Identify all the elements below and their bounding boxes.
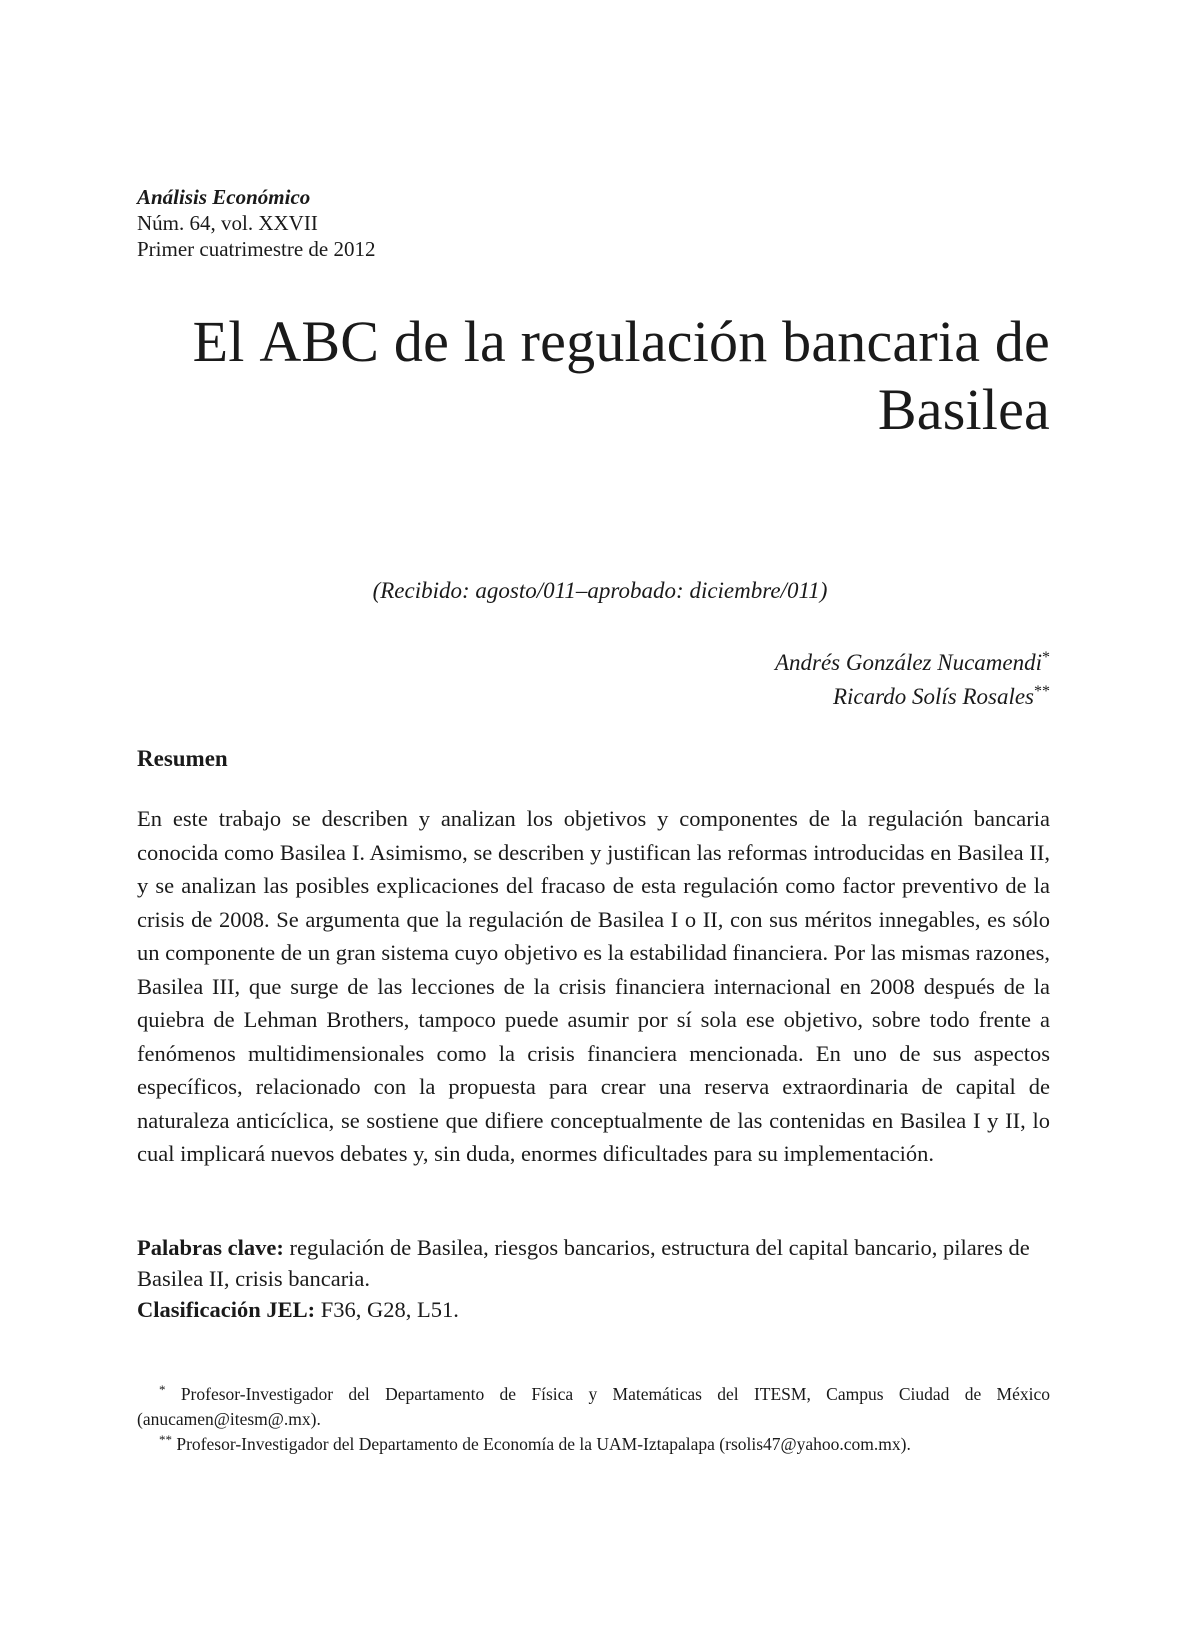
author-1-name: Andrés González Nucamendi [774,650,1042,675]
article-title [150,308,1050,444]
abstract-seg-7: y [980,1107,1006,1133]
abstract-roman-4: II [702,906,718,932]
footnotes [137,1382,1050,1457]
abstract-seg-4: o [678,906,703,932]
keywords-text-2: , crisis bancaria. [223,1266,371,1291]
abstract-heading: Resumen [137,746,228,771]
journal-name: Análisis Económico [137,185,311,209]
title-line2: Basilea [877,377,1050,442]
abstract-roman-3: I [670,906,679,932]
keywords-roman: II [208,1266,224,1291]
abstract-roman-6: I [972,1107,981,1133]
abstract-seg-2: . Asimismo, se describen y justifican las reformas introducidas en Basilea [359,839,1030,865]
abstract-roman-7: II [1005,1107,1021,1133]
footnote-1-text: Profesor-Investigador del Departamento de Física y Matemáticas del ITESM, Campus Ciudad de México (anucamen@itesm@.mx). [137,1384,1050,1429]
journal-header [137,184,376,262]
abstract-roman-1: I [351,839,360,865]
author-2 [775,680,1050,714]
jel-label: Clasificación JEL: [137,1297,316,1322]
received-dates: (Recibido: agosto/011–aprobado: diciembre/011) [372,578,828,603]
author-1-mark: * [1042,649,1050,666]
keywords-label: Palabras clave: [137,1235,284,1260]
abstract-seg-3: , y se analizan las posibles explicaciones del fracaso de esta regulación como factor preventivo de la crisis de 2008. Se argumenta que la regulación de Basilea [137,839,1050,932]
footnote-1-mark: * [159,1382,166,1397]
footnote-2 [137,1432,1050,1457]
footnote-2-mark: ** [159,1432,172,1447]
jel-classification [137,1294,459,1325]
abstract-text [137,802,1050,1171]
journal-issue: Núm. 64, vol. XXVII [137,211,318,235]
abstract-seg-6: , que surge de las lecciones de la crisis financiera internacional en 2008 después de la quiebra de Lehman Brothers, tampoco puede asumir por sí sola ese objetivo, sobre todo frente a fenómenos multidimensionales como la crisis financiera mencionada. En uno de sus aspectos específicos, relacionado con la propuesta para crear una reserva extraordinaria de capital de naturaleza anticíclica, se sostiene que difiere conceptualmente de las contenidas en Basilea [137,973,1050,1133]
title-part2: de la regulación bancaria de [379,309,1050,374]
abstract-seg-8: , lo cual implicará nuevos debates y, sin duda, enormes dificultades para su implementación. [137,1107,1050,1166]
authors-block [775,646,1050,714]
author-2-mark: ** [1034,683,1050,700]
title-part1: El [192,309,260,374]
author-1 [775,646,1050,680]
jel-codes: F36, G28, L51. [315,1297,459,1322]
title-abbr: ABC [259,309,380,374]
footnote-2-text: Profesor-Investigador del Departamento de Economía de la UAM-Iztapalapa (rsolis47@yahoo.com.mx). [172,1434,911,1454]
author-2-name: Ricardo Solís Rosales [832,684,1034,709]
journal-period: Primer cuatrimestre de 2012 [137,237,376,261]
keywords [137,1232,1050,1294]
abstract-seg-5: , con sus méritos innegables, es sólo un componente de un gran sistema cuyo objetivo es la estabilidad financiera. Por las mismas razones, Basilea [137,906,1050,999]
keywords-text-1: regulación de Basilea, riesgos bancarios, estructura del capital bancario, pilares de Basilea [137,1235,1030,1291]
abstract-roman-5: III [212,973,235,999]
abstract-roman-2: II [1029,839,1045,865]
abstract-seg-1: En este trabajo se describen y analizan los objetivos y componentes de la regulación bancaria conocida como Basilea [137,806,1050,865]
footnote-1 [137,1382,1050,1432]
